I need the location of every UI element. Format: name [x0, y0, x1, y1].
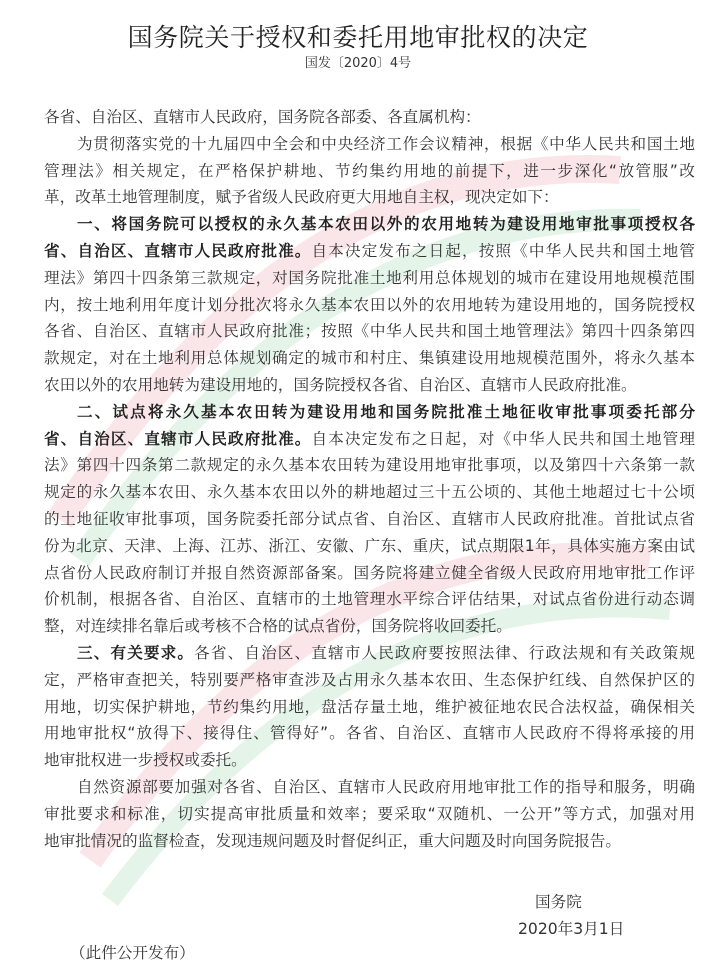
line-text: 定，严格审查把关，特别要严格审查涉及占用永久基本农田、生态保护红线、自然保护区的	[44, 670, 695, 689]
line-text: 自本决定发布之日起，对《中华人民共和国土地管理	[311, 429, 695, 448]
text-line	[44, 184, 695, 211]
text-line	[44, 399, 695, 426]
text-line	[44, 613, 695, 640]
line-text: 农田以外的农用地转为建设用地的，国务院授权各省、自治区、直辖市人民政府批准。	[44, 375, 637, 394]
line-text: 用地审批权“放得下、接得住、管得好”。各省、自治区、直辖市人民政府不得将承接的用	[44, 724, 695, 743]
bold-heading: 省、自治区、直辖市人民政府批准。	[44, 241, 312, 260]
document-number: 国发〔2020〕4号	[304, 56, 412, 71]
text-line	[44, 426, 695, 453]
text-line	[44, 238, 695, 265]
line-text: 地审批情况的监督检查，发现违规问题及时督促纠正，重大问题及时向国务院报告。	[44, 831, 621, 850]
paragraph	[44, 399, 695, 640]
line-text: 法》第四十四条第二款规定的永久基本农田转为建设用地审批事项，以及第四十六条第一款	[44, 456, 695, 475]
text-line	[44, 372, 695, 399]
line-text: 审批要求和标准，切实提高审批质量和效率；要采取“双随机、一公开”等方式，加强对用	[44, 804, 695, 823]
signature-issuer: 国务院	[535, 893, 582, 911]
publication-note: （此件公开发布）	[70, 944, 195, 962]
text-line	[44, 747, 695, 774]
line-text: 各省、自治区、直辖市人民政府要按照法律、行政法规和有关政策规	[194, 643, 695, 662]
line-text: 的土地征收审批事项，国务院委托部分试点省、自治区、直辖市人民政府批准。首批试点省	[44, 509, 695, 528]
text-line	[44, 801, 695, 828]
bold-heading: 二、试点将永久基本农田转为建设用地和国务院批准土地征收审批事项委托部分	[77, 402, 695, 421]
signature-date: 2020年3月1日	[518, 920, 625, 938]
line-text: 整，对连续排名靠后或考核不合格的试点省份，国务院将收回委托。	[44, 617, 512, 636]
text-line	[44, 506, 695, 533]
text-line	[44, 158, 695, 185]
text-line	[44, 131, 695, 158]
text-line	[44, 318, 695, 345]
text-line	[44, 586, 695, 613]
text-line	[44, 211, 695, 238]
document-title: 国务院关于授权和委托用地审批权的决定	[127, 23, 589, 52]
text-line	[44, 479, 695, 506]
line-text: 价机制，根据各省、自治区、直辖市的土地管理水平综合评估结果，对试点省份进行动态调	[44, 590, 695, 609]
line-text: 自然资源部要加强对各省、自治区、直辖市人民政府用地审批工作的指导和服务，明确	[77, 777, 695, 796]
line-text: 理法》第四十四条第三款规定，对国务院批准土地利用总体规划的城市在建设用地规模范围	[44, 268, 695, 287]
text-line	[44, 452, 695, 479]
text-line	[44, 560, 695, 587]
document-body	[44, 104, 695, 854]
text-line	[44, 533, 695, 560]
line-text: 款规定，对在土地利用总体规划确定的城市和村庄、集镇建设用地规模范围外，将永久基本	[44, 349, 695, 368]
line-text: 为贯彻落实党的十九届四中全会和中央经济工作会议精神，根据《中华人民共和国土地	[77, 134, 695, 153]
text-line	[44, 828, 695, 855]
text-line	[44, 104, 695, 131]
paragraph	[44, 131, 695, 211]
paragraph	[44, 211, 695, 399]
text-line	[44, 345, 695, 372]
text-line	[44, 265, 695, 292]
line-text: 用地，切实保护耕地，节约集约用地，盘活存量土地，维护被征地农民合法权益，确保相关	[44, 697, 695, 716]
text-line	[44, 640, 695, 667]
line-text: 份为北京、天津、上海、江苏、浙江、安徽、广东、重庆，试点期限1年，具体实施方案由试	[44, 536, 695, 555]
line-text: 内，按土地利用年度计划分批次将永久基本农田以外的农用地转为建设用地的，国务院授权	[44, 295, 695, 314]
line-text: 各省、自治区、直辖市人民政府，国务院各部委、各直属机构：	[44, 108, 481, 126]
paragraph	[44, 640, 695, 774]
bold-heading: 一、将国务院可以授权的永久基本农田以外的农用地转为建设用地审批事项授权各	[77, 215, 695, 234]
line-text: 地审批权进一步授权或委托。	[44, 751, 247, 770]
line-text: 规定的永久基本农田、永久基本农田以外的耕地超过三十五公顷的、其他土地超过七十公顷	[44, 483, 695, 502]
text-line	[44, 720, 695, 747]
bold-heading: 省、自治区、直辖市人民政府批准。	[44, 429, 312, 448]
bold-heading: 三、有关要求。	[77, 643, 195, 662]
line-text: 各省、自治区、直辖市人民政府批准；按照《中华人民共和国土地管理法》第四十四条第四	[44, 322, 695, 341]
text-line	[44, 667, 695, 694]
line-text: 自本决定发布之日起，按照《中华人民共和国土地管	[311, 241, 695, 260]
text-line	[44, 292, 695, 319]
line-text: 点省份人民政府制订并报自然资源部备案。国务院将建立健全省级人民政府用地审批工作评	[44, 563, 695, 582]
paragraph	[44, 774, 695, 854]
text-line	[44, 774, 695, 801]
line-text: 革，改革土地管理制度，赋予省级人民政府更大用地自主权，现决定如下：	[44, 188, 559, 207]
line-text: 管理法》相关规定，在严格保护耕地、节约集约用地的前提下，进一步深化“放管服”改	[44, 161, 695, 180]
text-line	[44, 694, 695, 721]
salutation	[44, 104, 695, 131]
